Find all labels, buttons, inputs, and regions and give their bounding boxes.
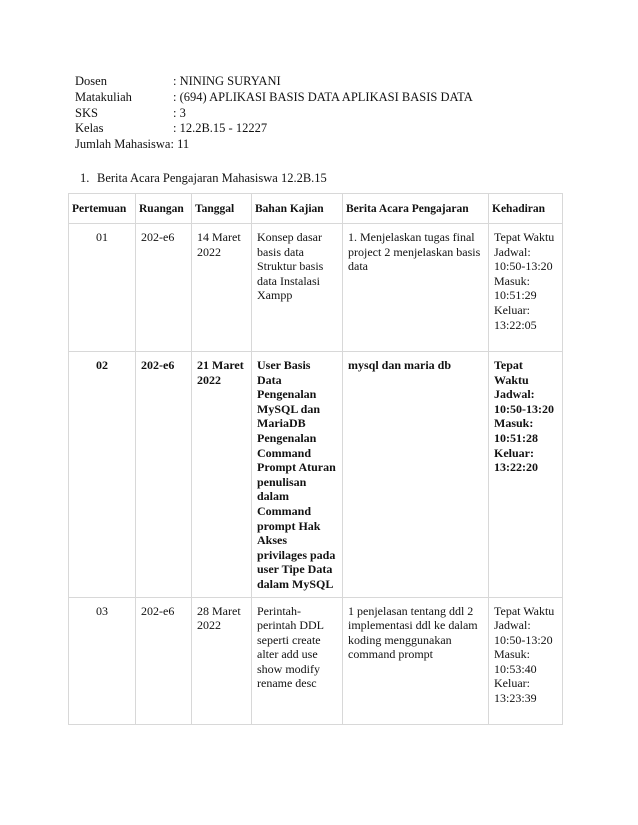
jumlah-row bbox=[75, 137, 473, 153]
berita-cell: mysql dan maria db bbox=[343, 352, 489, 598]
matakuliah-value: : (694) APLIKASI BASIS DATA APLIKASI BASIS DATA bbox=[173, 89, 473, 104]
dosen-row bbox=[75, 74, 473, 90]
dosen-value: : NINING SURYANI bbox=[173, 74, 281, 88]
col-header: Kehadiran bbox=[489, 194, 563, 224]
bahan-cell: Konsep dasar basis data Struktur basis data Instalasi Xampp bbox=[252, 224, 343, 352]
pertemuan-cell: 01 bbox=[69, 224, 136, 352]
ruangan-cell: 202-e6 bbox=[136, 352, 192, 598]
col-header: Ruangan bbox=[136, 194, 192, 224]
table-row bbox=[69, 352, 563, 598]
dosen-label: Dosen bbox=[75, 74, 107, 88]
sks-label: SKS bbox=[75, 105, 98, 120]
bahan-cell: User Basis Data Pengenalan MySQL dan MariaDB Pengenalan Command Prompt Aturan penulisan dalam Command prompt Hak Akses privilages pada user Tipe Data dalam MySQL bbox=[252, 352, 343, 598]
tanggal-cell: 28 Maret 2022 bbox=[192, 597, 252, 724]
course-info bbox=[75, 74, 473, 153]
kehadiran-cell: Tepat Waktu Jadwal: 10:50-13:20 Masuk: 10:53:40 Keluar: 13:23:39 bbox=[489, 597, 563, 724]
table-row bbox=[69, 597, 563, 724]
col-header: Berita Acara Pengajaran bbox=[343, 194, 489, 224]
col-header: Pertemuan bbox=[69, 194, 136, 224]
col-header: Tanggal bbox=[192, 194, 252, 224]
berita-acara-table bbox=[68, 193, 563, 725]
kelas-row bbox=[75, 121, 473, 137]
table-row bbox=[69, 224, 563, 352]
sks-value: : 3 bbox=[173, 105, 186, 120]
ruangan-cell: 202-e6 bbox=[136, 597, 192, 724]
section-heading bbox=[80, 171, 327, 186]
ruangan-cell: 202-e6 bbox=[136, 224, 192, 352]
bahan-cell: Perintah-perintah DDL seperti create alter add use show modify rename desc bbox=[252, 597, 343, 724]
table-header-row bbox=[69, 194, 563, 224]
pertemuan-cell: 02 bbox=[69, 352, 136, 598]
col-header: Bahan Kajian bbox=[252, 194, 343, 224]
jumlah-label: Jumlah Mahasiswa bbox=[75, 137, 171, 152]
kelas-value: : 12.2B.15 - 12227 bbox=[173, 121, 268, 136]
pertemuan-cell: 03 bbox=[69, 597, 136, 724]
matakuliah-row bbox=[75, 90, 473, 106]
section-number: 1. bbox=[80, 171, 90, 185]
berita-cell: 1 penjelasan tentang ddl 2 implementasi ddl ke dalam koding menggunakan command prompt bbox=[343, 597, 489, 724]
kehadiran-cell: Tepat Waktu Jadwal: 10:50-13:20 Masuk: 10:51:28 Keluar: 13:22:20 bbox=[489, 352, 563, 598]
matakuliah-label: Matakuliah bbox=[75, 89, 132, 104]
section-title: Berita Acara Pengajaran Mahasiswa 12.2B.15 bbox=[97, 171, 327, 185]
jumlah-value: : 11 bbox=[170, 137, 190, 152]
berita-cell: 1. Menjelaskan tugas final project 2 menjelaskan basis data bbox=[343, 224, 489, 352]
sks-row bbox=[75, 106, 473, 122]
kehadiran-cell: Tepat Waktu Jadwal: 10:50-13:20 Masuk: 10:51:29 Keluar: 13:22:05 bbox=[489, 224, 563, 352]
tanggal-cell: 14 Maret 2022 bbox=[192, 224, 252, 352]
kelas-label: Kelas bbox=[75, 121, 104, 136]
tanggal-cell: 21 Maret 2022 bbox=[192, 352, 252, 598]
